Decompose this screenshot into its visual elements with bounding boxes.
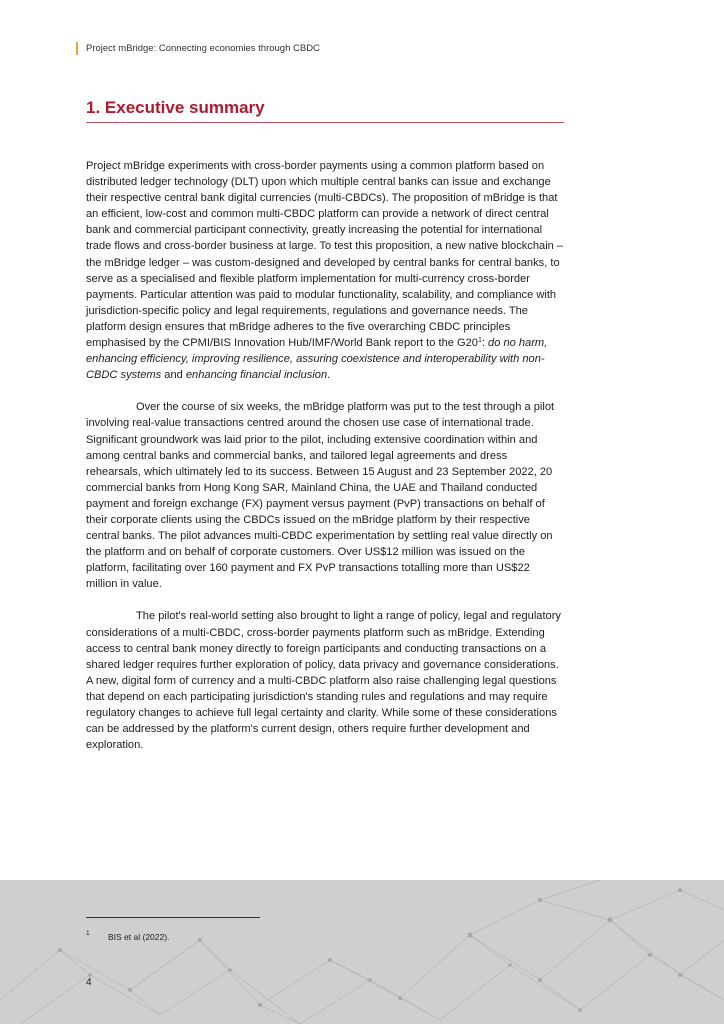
paragraph-1-end: . [327, 369, 331, 382]
footnote-separator [86, 917, 260, 918]
footer-band [0, 880, 724, 1024]
title-underline [86, 122, 564, 123]
footnote-text: BIS et al (2022). [108, 932, 170, 942]
running-header [76, 40, 320, 56]
footnote [86, 932, 169, 942]
section-title: 1. Executive summary [86, 98, 265, 117]
paragraph-3: The pilot's real-world setting also brought to light a range of policy, legal and regulatory considerations of a multi-CBDC, cross-border payments platform such as mBridge. Extending access to central bank money directly to foreign participants and conducting transactions on a shared ledger requires further exploration of policy, data privacy and governance considerations. A new, digital form of currency and a multi-CBDC platform also raise challenging legal questions that depend on each participating jurisdiction's standing rules and regulations and may require regulatory changes to achieve full legal certainty and clarity. While some of these considerations can be addressed by the platform's current design, others require further development and exploration. [86, 610, 561, 752]
paragraph-2: Over the course of six weeks, the mBridge platform was put to the test through a pilot involving real-value transactions centred around the chosen use case of international trade. Significant groundwork was laid prior to the pilot, including extensive coordination within and among central banks and commercial banks, and tailored legal agreements and dress rehearsals, which ultimately led to its success. Between 15 August and 23 September 2022, 20 commercial banks from Hong Kong SAR, Mainland China, the UAE and Thailand conducted payment and foreign exchange (FX) payment versus payment (PvP) transactions on behalf of their corporate clients using the CBDCs issued on the mBridge platform by their respective central banks. The pilot advances multi-CBDC experimentation by settling real value directly on the platform and on behalf of corporate customers. Over US$12 million was issued on the platform, facilitating over 160 payment and FX PvP transactions totalling more than US$22 million in value. [86, 401, 555, 591]
paragraph-1-colon: : [481, 337, 489, 350]
running-header-text: Project mBridge: Connecting economies through CBDC [86, 42, 320, 54]
page-number: 4 [86, 977, 92, 988]
paragraph-1 [86, 158, 564, 383]
paragraph-1-principles: do no harm, enhancing efficiency, improving resilience, assuring coexistence and interoperability with non-CBDC systems [86, 337, 548, 382]
footnote-reference[interactable]: 1 [477, 337, 482, 345]
paragraph-1-inclusion: enhancing financial inclusion [185, 369, 328, 382]
body-text [86, 158, 564, 769]
header-accent-bar [76, 42, 78, 55]
paragraph-1-text: Project mBridge experiments with cross-border payments using a common platform based on distributed ledger technology (DLT) upon which multiple central banks can issue and exchange their respective central bank digital currencies (multi-CBDCs). The proposition of mBridge is that an efficient, low-cost and common multi-CBDC platform can provide a network of direct central bank and commercial participant connectivity, greatly increasing the potential for international trade flows and cross-border business at large. To test this proposition, a new native blockchain – the mBridge ledger – was custom-designed and developed by central banks for central banks, to serve as a specialised and flexible platform implementation for multi-currency cross-border payments. Particular attention was paid to modular functionality, scalability, and compliance with jurisdiction-specific policy and legal requirements, regulations and governance needs. The platform design ensures that mBridge adheres to the five overarching CBDC principles emphasised by the CPMI/BIS Innovation Hub/IMF/World Bank report to the G20 [86, 160, 564, 350]
network-pattern-decoration [0, 880, 724, 1024]
footnote-mark: 1 [86, 930, 90, 937]
paragraph-1-and: and [161, 369, 186, 382]
